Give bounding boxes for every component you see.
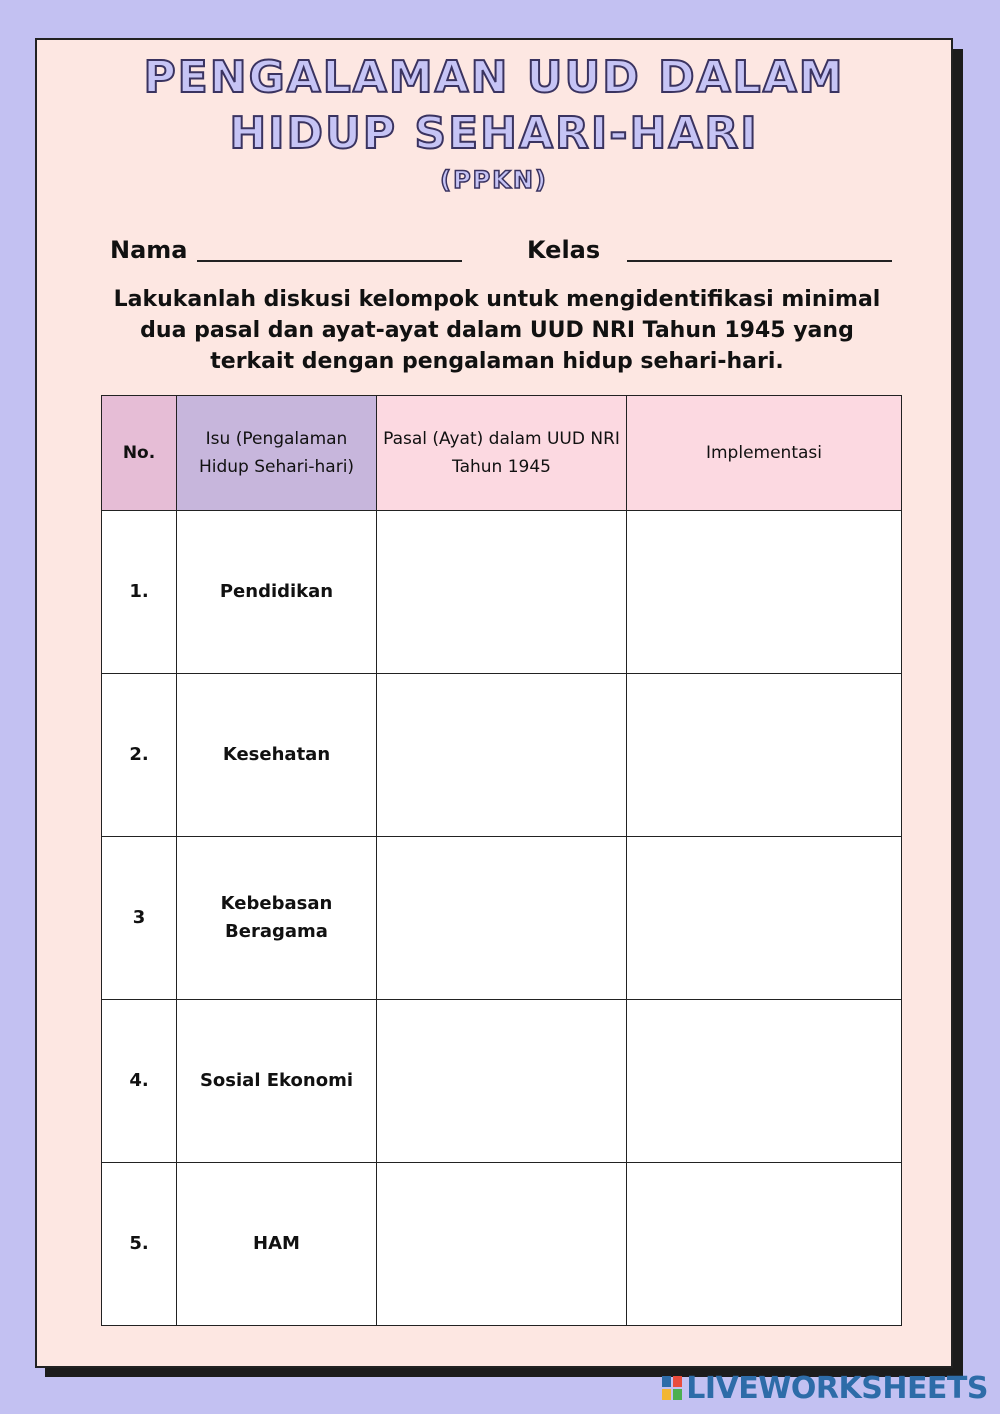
worksheet xyxy=(35,38,953,1368)
header-issue: Isu (Pengalaman Hidup Sehari-hari) xyxy=(177,396,377,511)
row-number: 4. xyxy=(102,1000,177,1163)
row-issue: Kesehatan xyxy=(177,674,377,837)
liveworksheets-logo-icon xyxy=(662,1373,682,1397)
table-row xyxy=(102,511,902,674)
implementation-input-cell[interactable] xyxy=(627,674,902,837)
table-row xyxy=(102,674,902,837)
implementation-input-cell[interactable] xyxy=(627,837,902,1000)
article-input-cell[interactable] xyxy=(377,674,627,837)
table-row xyxy=(102,1163,902,1326)
implementation-input-cell[interactable] xyxy=(627,1000,902,1163)
article-input-cell[interactable] xyxy=(377,837,627,1000)
class-label: Kelas xyxy=(527,236,601,264)
name-label: Nama xyxy=(110,236,188,264)
article-input-cell[interactable] xyxy=(377,1000,627,1163)
header-article: Pasal (Ayat) dalam UUD NRI Tahun 1945 xyxy=(377,396,627,511)
student-info xyxy=(37,236,951,270)
subject-label: (PPKN) xyxy=(440,166,548,194)
implementation-input-cell[interactable] xyxy=(627,511,902,674)
row-issue: Kebebasan Beragama xyxy=(177,837,377,1000)
class-field[interactable] xyxy=(627,260,892,262)
row-number: 5. xyxy=(102,1163,177,1326)
header-implementation: Implementasi xyxy=(627,396,902,511)
article-input-cell[interactable] xyxy=(377,511,627,674)
name-field[interactable] xyxy=(197,260,462,262)
table-header-row xyxy=(102,396,902,511)
table-row xyxy=(102,837,902,1000)
article-input-cell[interactable] xyxy=(377,1163,627,1326)
header-no: No. xyxy=(102,396,177,511)
instruction-text: Lakukanlah diskusi kelompok untuk mengidentifikasi minimal dua pasal dan ayat-ayat dalam UUD NRI Tahun 1945 yang terkait dengan pengalaman hidup sehari-hari. xyxy=(113,287,881,374)
row-number: 2. xyxy=(102,674,177,837)
liveworksheets-brand[interactable] xyxy=(662,1371,988,1406)
worksheet-table xyxy=(101,395,902,1326)
implementation-input-cell[interactable] xyxy=(627,1163,902,1326)
title-line-2: HIDUP SEHARI-HARI xyxy=(229,108,759,159)
table-row xyxy=(102,1000,902,1163)
row-number: 1. xyxy=(102,511,177,674)
title-line-1: PENGALAMAN UUD DALAM xyxy=(143,52,845,103)
row-issue: Pendidikan xyxy=(177,511,377,674)
row-issue: Sosial Ekonomi xyxy=(177,1000,377,1163)
row-number: 3 xyxy=(102,837,177,1000)
row-issue: HAM xyxy=(177,1163,377,1326)
brand-text: LIVEWORKSHEETS xyxy=(686,1371,988,1406)
